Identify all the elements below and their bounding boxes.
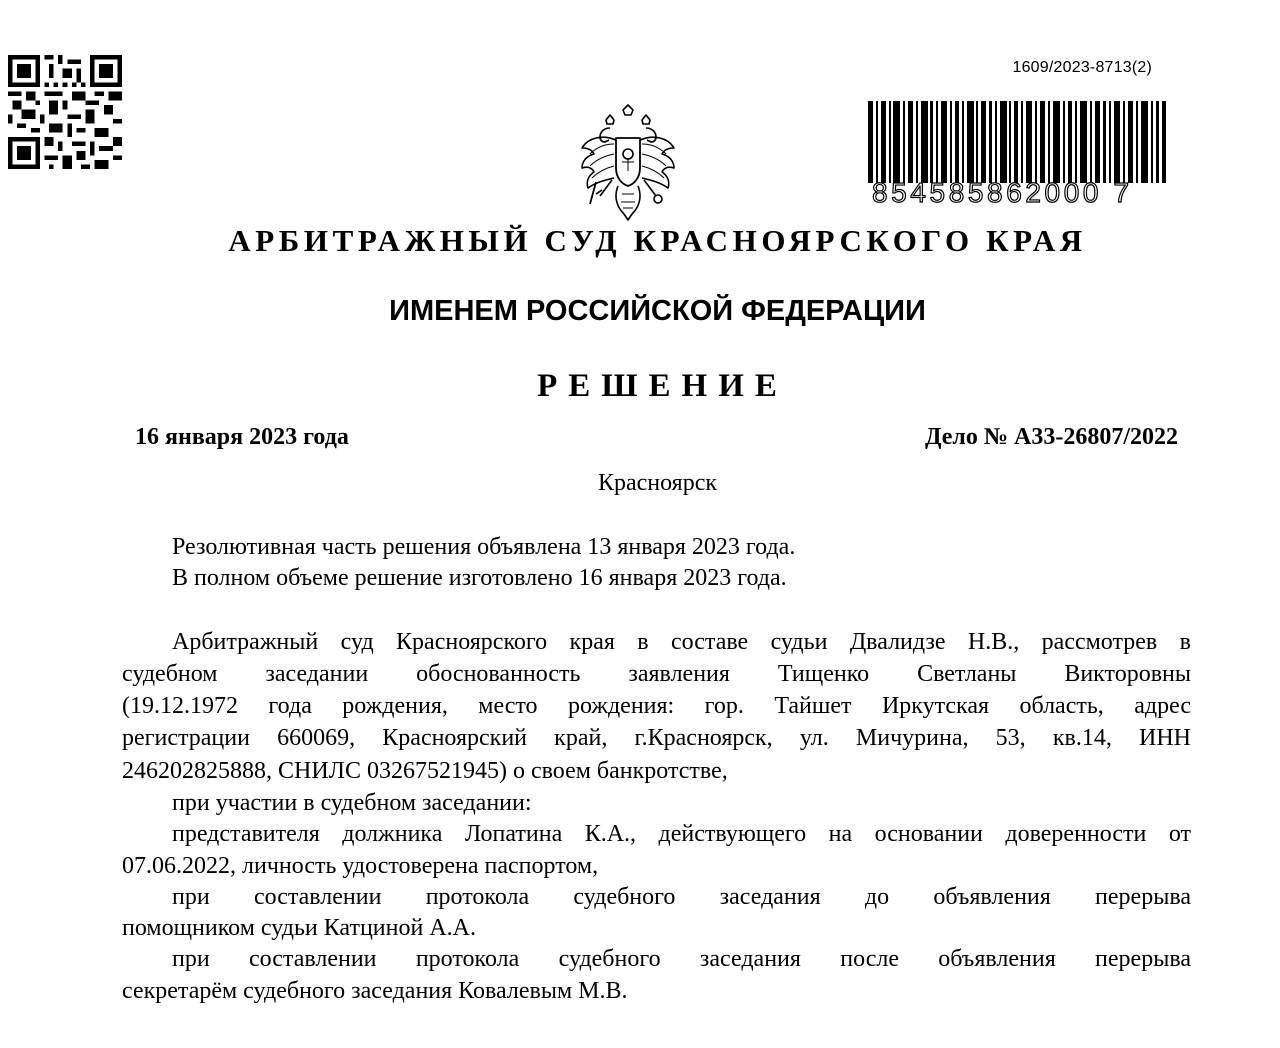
barcode	[868, 101, 1166, 183]
body-line: 07.06.2022, личность удостоверена паспортом,	[122, 853, 599, 879]
body-line: при составлении протокола судебного заседания после объявления перерыва	[172, 946, 1191, 972]
body-line: при участии в судебном заседании:	[172, 790, 532, 816]
in-the-name-heading: ИМЕНЕМ РОССИЙСКОЙ ФЕДЕРАЦИИ	[389, 295, 926, 327]
body-line: (19.12.1972 года рождения, место рождения: гор. Тайшет Иркутская область, адрес	[122, 693, 1191, 719]
decision-heading: РЕШЕНИЕ	[537, 368, 788, 404]
body-line: помощником судьи Катциной А.А.	[122, 915, 476, 941]
body-line: секретарём судебного заседания Ковалевым М.В.	[122, 978, 628, 1004]
decision-date: 16 января 2023 года	[135, 424, 349, 450]
qr-code	[8, 55, 122, 169]
body-line: при составлении протокола судебного заседания до объявления перерыва	[172, 884, 1191, 910]
body-line: судебном заседании обоснованность заявления Тищенко Светланы Викторовны	[122, 661, 1191, 687]
body-line: регистрации 660069, Красноярский край, г.Красноярск, ул. Мичурина, 53, кв.14, ИНН	[122, 725, 1191, 751]
body-line: Резолютивная часть решения объявлена 13 января 2023 года.	[172, 534, 796, 560]
case-number: Дело № А33-26807/2022	[924, 424, 1178, 450]
document-number: 1609/2023-8713(2)	[1012, 59, 1152, 76]
body-line: 246202825888, СНИЛС 03267521945) о своем банкротстве,	[122, 758, 728, 784]
body-line: В полном объеме решение изготовлено 16 января 2023 года.	[172, 565, 787, 591]
city: Красноярск	[597, 470, 718, 496]
body-line: Арбитражный суд Красноярского края в составе судьи Двалидзе Н.В., рассмотрев в	[172, 629, 1191, 655]
body-line: представителя должника Лопатина К.А., действующего на основании доверенности от	[172, 821, 1191, 847]
barcode-digits: 854585862000 7	[872, 177, 1133, 208]
coat-of-arms-icon	[578, 104, 678, 222]
court-name: АРБИТРАЖНЫЙ СУД КРАСНОЯРСКОГО КРАЯ	[228, 223, 1087, 258]
